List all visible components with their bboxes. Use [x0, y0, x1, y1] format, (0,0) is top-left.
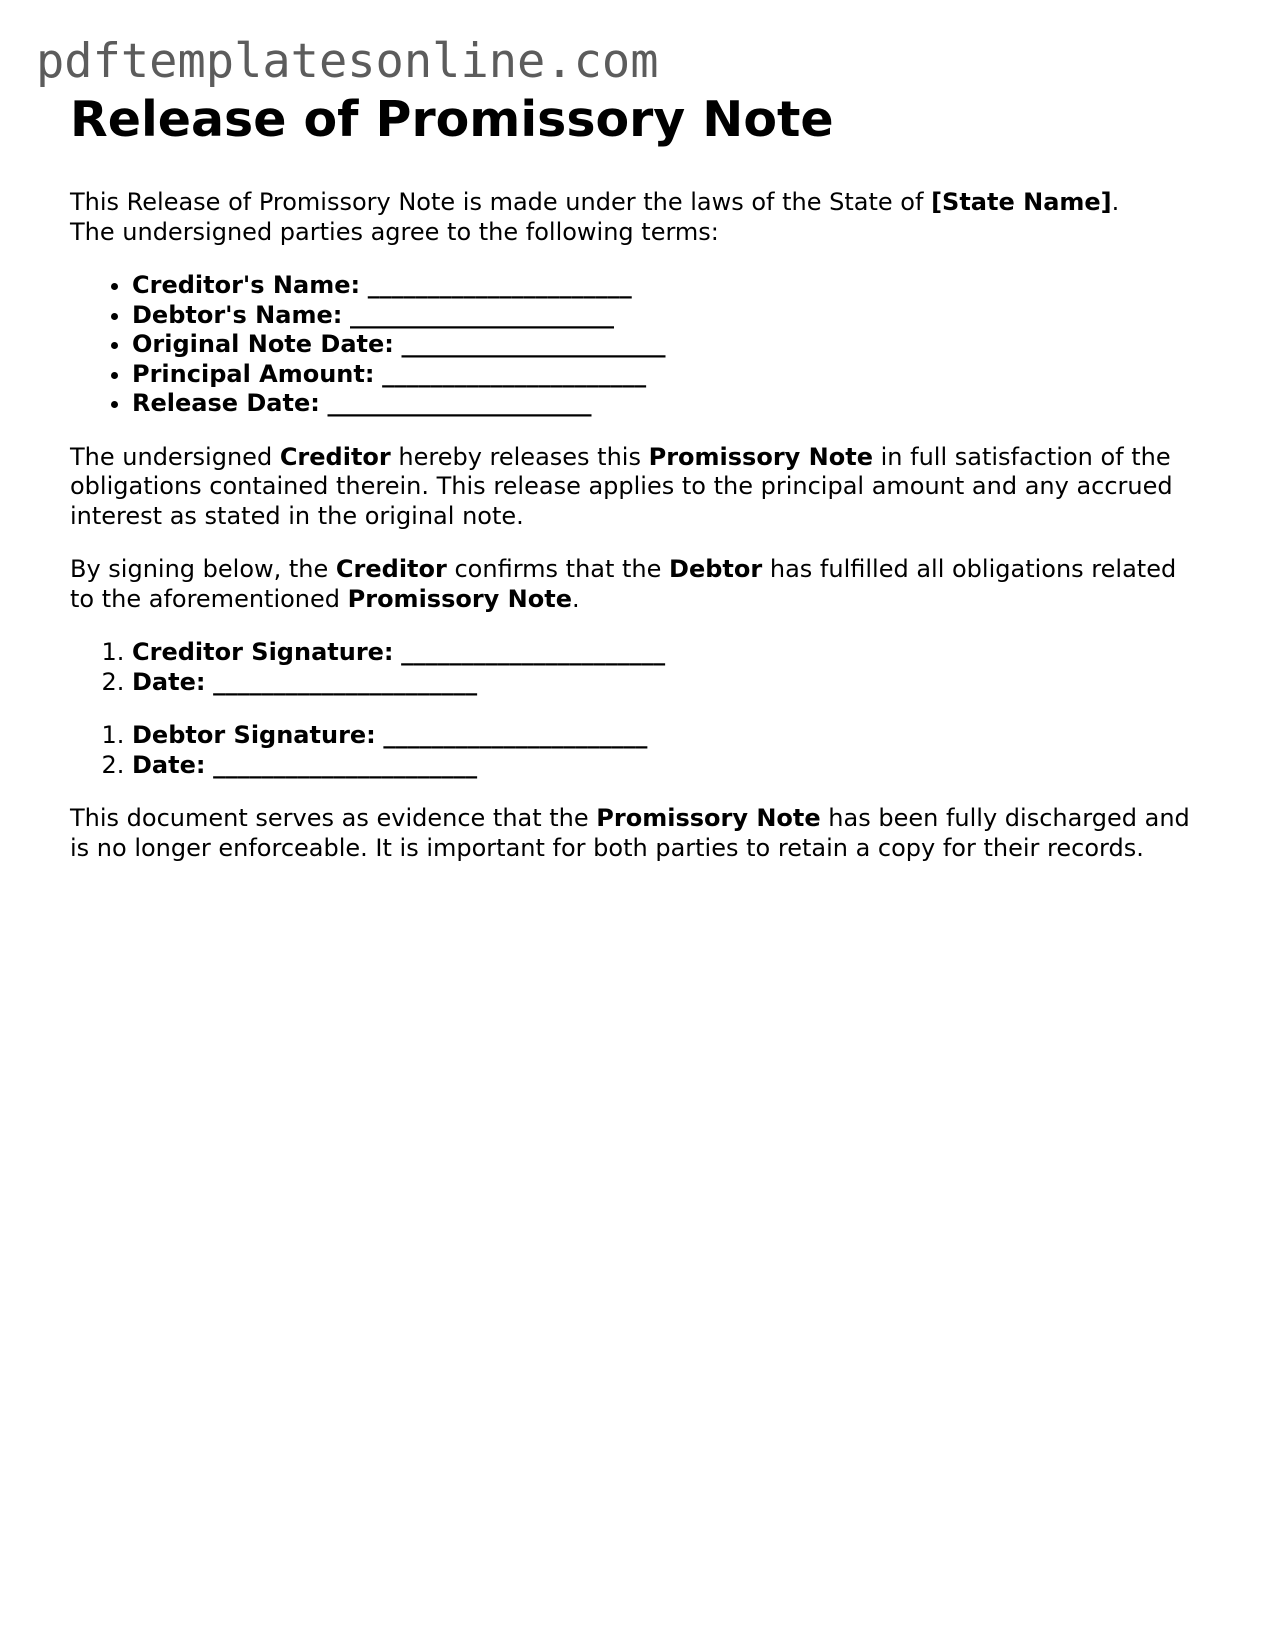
field-debtor-name — [132, 301, 1200, 331]
blank-line: ______________________ — [401, 638, 666, 666]
blank-line: ______________________ — [213, 667, 478, 696]
watermark-text: pdftemplatesonline.com — [36, 34, 659, 89]
confirm-bold-creditor: Creditor — [335, 555, 447, 583]
blank-line: ______________________ — [367, 271, 632, 299]
blank-line: ______________________ — [349, 300, 614, 329]
field-label: Creditor's Name: — [132, 271, 361, 299]
creditor-signature-field — [132, 638, 1200, 668]
terms-list — [70, 271, 1200, 419]
intro-paragraph — [70, 188, 1200, 247]
closing-paragraph — [70, 804, 1200, 863]
blank-line: ______________________ — [327, 389, 592, 417]
field-label: Date: — [132, 667, 206, 696]
confirm-bold-debtor: Debtor — [669, 555, 763, 583]
release-bold-note: Promissory Note — [648, 442, 873, 471]
field-label: Debtor Signature: — [132, 721, 376, 749]
blank-line: ______________________ — [213, 750, 478, 779]
document-title: Release of Promissory Note — [70, 91, 834, 148]
field-label: Date: — [132, 750, 206, 779]
field-original-note-date — [132, 330, 1200, 360]
confirm-bold-note: Promissory Note — [347, 584, 573, 613]
intro-text: This Release of Promissory Note is made under the laws of the State of — [70, 188, 932, 216]
confirm-text: By signing below, the — [70, 555, 336, 583]
document-page — [70, 88, 1200, 863]
debtor-signature-field — [132, 721, 1200, 751]
release-bold-creditor: Creditor — [279, 442, 391, 471]
intro-period: . — [1111, 188, 1120, 216]
field-label: Principal Amount: — [132, 359, 375, 388]
closing-bold-note: Promissory Note — [596, 804, 821, 832]
creditor-signature-list — [70, 638, 1200, 697]
confirm-paragraph — [70, 555, 1200, 614]
field-principal-amount — [132, 360, 1200, 390]
creditor-date-field — [132, 668, 1200, 698]
confirm-text: has fulfilled all obligations related to the aforementioned — [70, 555, 1177, 613]
release-text: The undersigned — [70, 442, 280, 471]
release-paragraph — [70, 443, 1200, 532]
blank-line: ______________________ — [382, 359, 647, 388]
blank-line: ______________________ — [383, 721, 648, 749]
release-text: hereby releases this — [390, 442, 649, 471]
confirm-text: . — [572, 584, 580, 613]
blank-line: ______________________ — [401, 330, 666, 358]
field-label: Creditor Signature: — [132, 638, 394, 666]
debtor-signature-list — [70, 721, 1200, 780]
field-label: Original Note Date: — [132, 330, 394, 358]
closing-text: This document serves as evidence that the — [70, 804, 597, 832]
confirm-text: confirms that the — [446, 555, 670, 583]
release-text: in full satisfaction of the obligations contained therein. This release applies to the principal amount and any accrued interest as stated in the original note. — [70, 442, 1173, 530]
closing-text: has been fully discharged and is no longer enforceable. It is important for both parties to retain a copy for their records. — [70, 804, 1190, 862]
state-name-placeholder: [State Name] — [931, 188, 1112, 216]
debtor-date-field — [132, 751, 1200, 781]
field-label: Debtor's Name: — [132, 300, 343, 329]
field-creditor-name — [132, 271, 1200, 301]
field-label: Release Date: — [132, 389, 320, 417]
intro-line-2: The undersigned parties agree to the following terms: — [70, 217, 719, 246]
field-release-date — [132, 389, 1200, 419]
